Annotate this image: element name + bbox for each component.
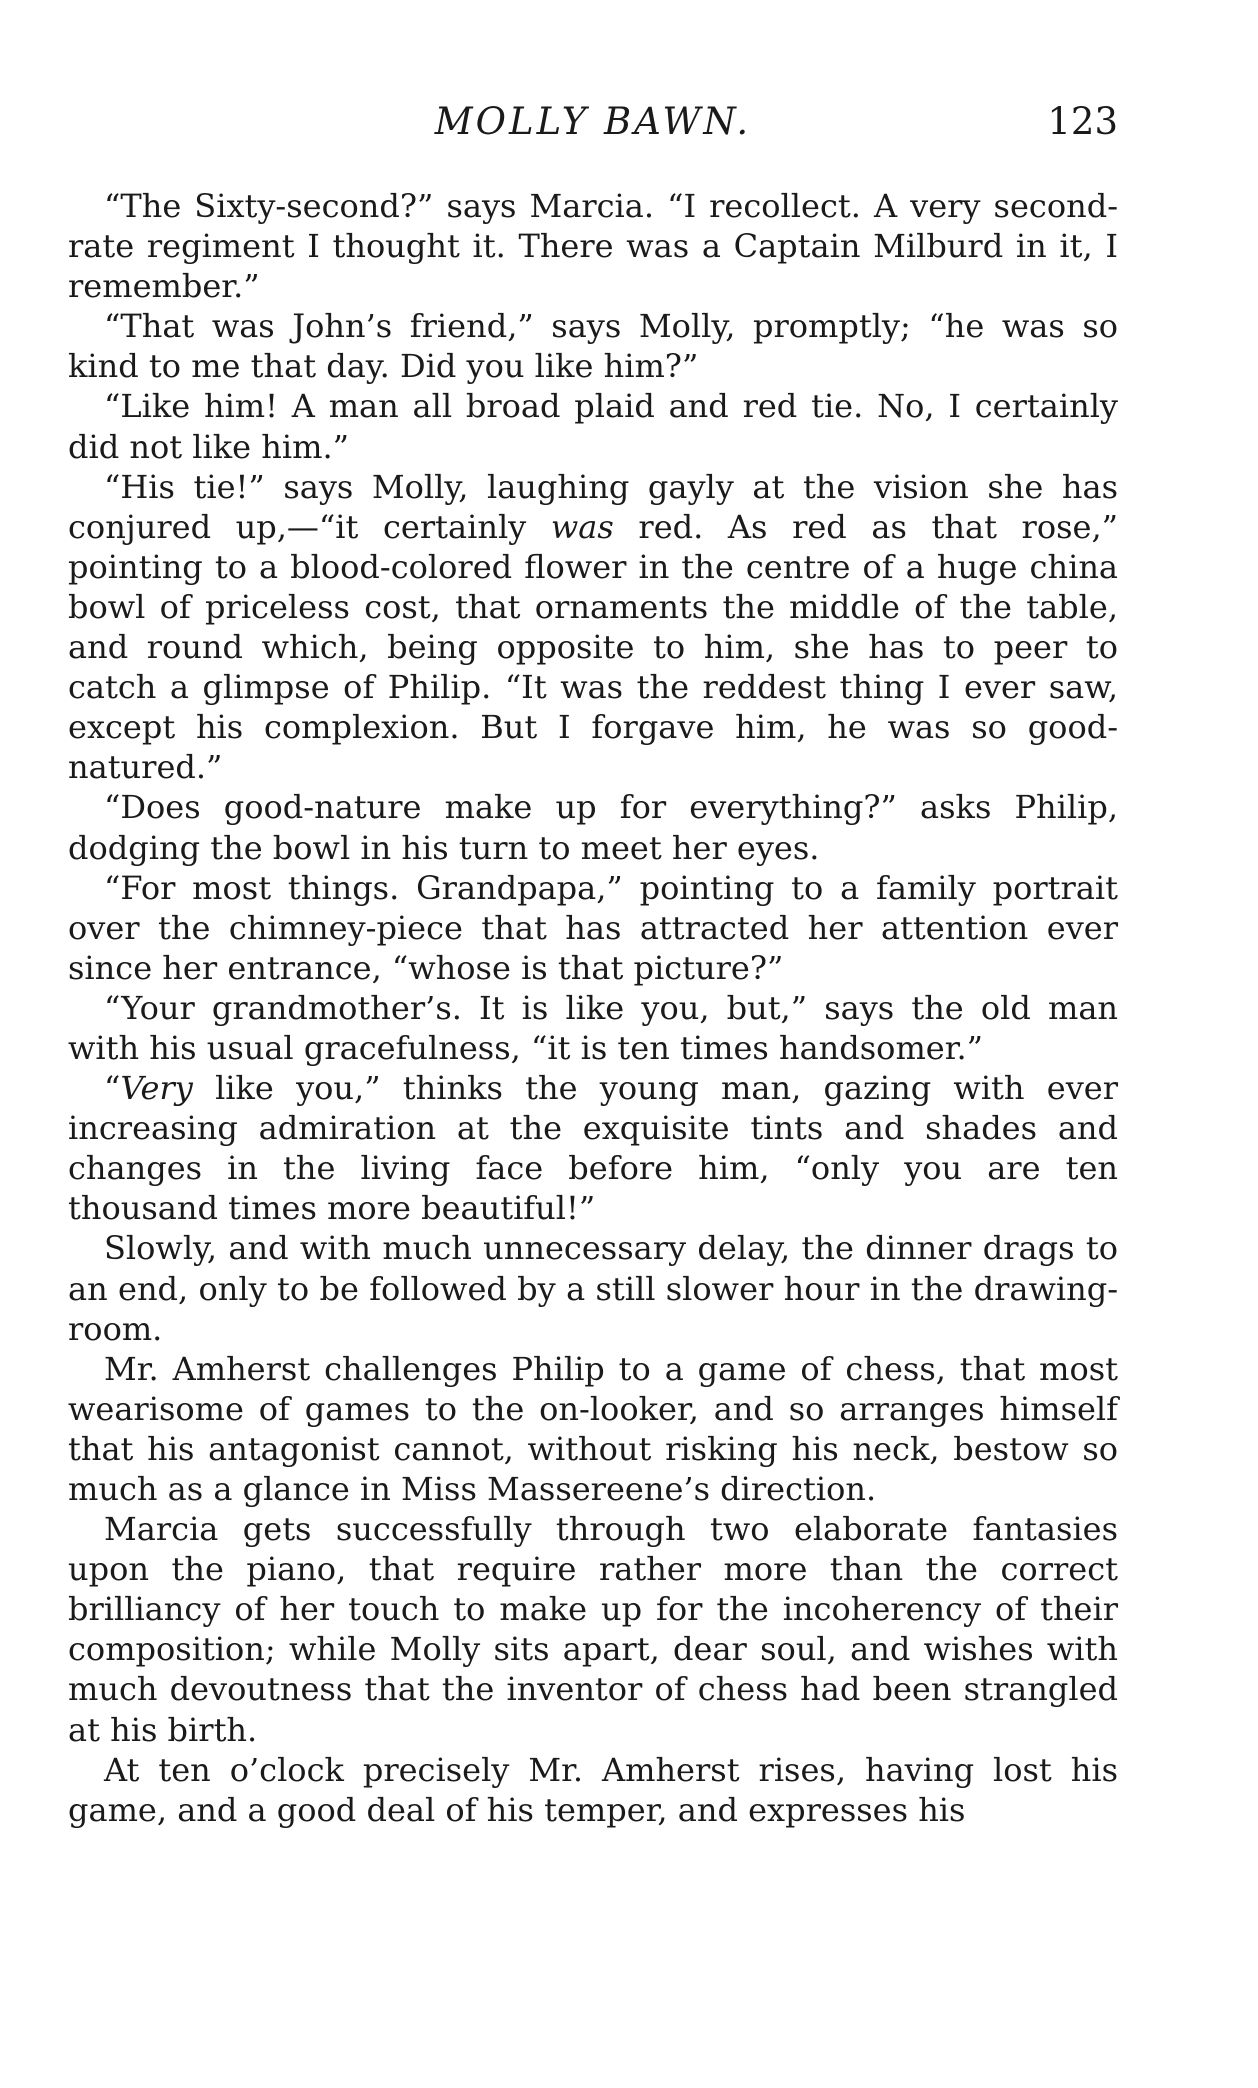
emphasis-text: was: [550, 507, 614, 546]
paragraph-text: “Like him! A man all broad plaid and red tie. No, I certainly did not like him.”: [68, 387, 1118, 466]
paragraph-text: “Your grandmother’s. It is like you, but,” says the old man with his usual gracefulness, “it is ten times handsomer.”: [68, 988, 1118, 1067]
paragraph-text: Slowly, and with much unnecessary delay, the dinner drags to an end, only to be followed by a still slower hour in the drawing-room.: [68, 1229, 1118, 1348]
paragraph-text: Marcia gets successfully through two elaborate fantasies upon the piano, that require rather more than the correct brilliancy of her touch to make up for the incoherency of their composition; while Molly sits apart, dear soul, and wishes with much devoutness that the inventor of chess had been strangled at his birth.: [68, 1510, 1118, 1749]
running-title: MOLLY BAWN.: [434, 100, 752, 143]
paragraph-text: “The Sixty-second?” says Marcia. “I recollect. A very second-rate regiment I thought it. There was a Captain Milburd in it, I remember.”: [68, 187, 1118, 306]
paragraph-text: “: [104, 1069, 121, 1108]
paragraph-text: “Does good-nature make up for everything?” asks Philip, dodging the bowl in his turn to meet her eyes.: [68, 788, 1118, 867]
running-head: [68, 100, 1118, 150]
page-number: 123: [1047, 100, 1118, 143]
paragraph: [68, 1750, 1118, 1830]
paragraph-text: “His tie!” says Molly, laughing gayly at the vision she has conjured up,—“it certainly: [68, 467, 1118, 546]
paragraph: [68, 1509, 1118, 1750]
emphasis-text: Very: [120, 1069, 193, 1108]
paragraph: [68, 186, 1118, 306]
paragraph: [68, 988, 1118, 1068]
paragraph-text: like you,” thinks the young man, gazing with ever increasing admiration at the exquisite tints and shades and changes in the living face before him, “only you are ten thousand times more beautiful!”: [68, 1069, 1118, 1228]
paragraph: [68, 1228, 1118, 1348]
paragraph-text: At ten o’clock precisely Mr. Amherst rises, having lost his game, and a good deal of his temper, and expresses his: [68, 1750, 1118, 1829]
paragraph: [68, 868, 1118, 988]
paragraph: [68, 1068, 1118, 1228]
paragraph: [68, 306, 1118, 386]
paragraph: [68, 1349, 1118, 1509]
paragraph-text: red. As red as that rose,” pointing to a blood-colored flower in the centre of a huge china bowl of priceless cost, that ornaments the middle of the table, and round which, being opposite to him, she has to peer to catch a glimpse of Philip. “It was the reddest thing I ever saw, except his complexion. But I forgave him, he was so good-natured.”: [68, 507, 1119, 787]
paragraph: [68, 787, 1118, 867]
paragraph-text: “For most things. Grandpapa,” pointing to a family portrait over the chimney-piece that has attracted her attention ever since her entrance, “whose is that picture?”: [68, 868, 1118, 987]
paragraph: [68, 386, 1118, 466]
paragraph: [68, 467, 1118, 788]
paragraph-text: Mr. Amherst challenges Philip to a game of chess, that most wearisome of games to the on-looker, and so arranges himself that his antagonist cannot, without risking his neck, bestow so much as a glance in Miss Massereene’s direction.: [68, 1349, 1118, 1508]
paragraph-text: “That was John’s friend,” says Molly, promptly; “he was so kind to me that day. Did you like him?”: [68, 307, 1118, 386]
text-body: [68, 186, 1118, 1830]
